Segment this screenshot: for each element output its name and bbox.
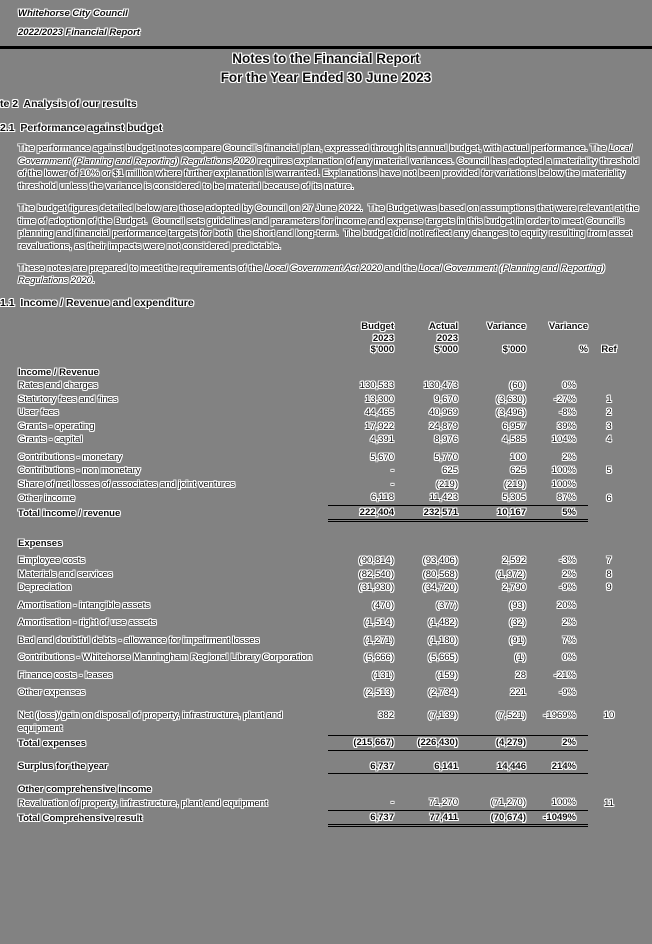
section-2-1-1-heading: 1.1 Income / Revenue and expenditure bbox=[0, 297, 194, 310]
ref-value: 10 bbox=[603, 709, 615, 721]
variance-pct-value bbox=[526, 774, 588, 797]
variance-value: (1,972) bbox=[495, 568, 526, 580]
table-row bbox=[18, 700, 630, 736]
row-label: Finance costs - leases bbox=[18, 669, 113, 681]
budget-value bbox=[328, 774, 394, 797]
budget-value: 6,118 bbox=[370, 492, 394, 504]
variance-pct-column-header: Variance bbox=[548, 321, 588, 333]
section-row bbox=[18, 774, 630, 797]
budget-value: (215,667) bbox=[328, 736, 394, 751]
table-row bbox=[18, 393, 630, 407]
row-label: Contributions - non monetary bbox=[18, 465, 141, 477]
actual-unit: $'000 bbox=[434, 344, 458, 356]
budget-value: (90,814) bbox=[358, 555, 394, 567]
table-row bbox=[18, 433, 630, 447]
table-row bbox=[18, 810, 630, 826]
actual-value: 11,423 bbox=[429, 492, 458, 504]
budget-value: 4,391 bbox=[370, 434, 394, 446]
actual-value: (7,139) bbox=[427, 709, 458, 721]
row-label: Net (loss)/gain on disposal of property, infrastructure, plant and equipment bbox=[18, 709, 283, 735]
variance-value: (32) bbox=[509, 617, 526, 629]
variance-pct-value: -1969% bbox=[543, 709, 576, 721]
ref-value: 7 bbox=[606, 555, 612, 567]
budget-value bbox=[328, 366, 394, 380]
budget-value: (31,930) bbox=[358, 582, 394, 594]
budget-value: 130,533 bbox=[359, 380, 394, 392]
ref-value bbox=[588, 612, 630, 630]
ref-value bbox=[588, 379, 630, 393]
ref-value bbox=[588, 505, 630, 521]
ref-value bbox=[588, 366, 630, 380]
table-row bbox=[18, 796, 630, 810]
row-label: User fees bbox=[18, 407, 59, 419]
actual-year: 2023 bbox=[436, 332, 458, 344]
table-row bbox=[18, 447, 630, 465]
header-spacer-row bbox=[18, 356, 630, 366]
variance-pct-value: -27% bbox=[553, 393, 576, 405]
row-label: Bad and doubtful debts - allowance for impairment losses bbox=[18, 634, 260, 646]
row-label: Other comprehensive income bbox=[18, 783, 152, 795]
row-label: Total income / revenue bbox=[18, 508, 121, 520]
ref-value bbox=[588, 736, 630, 751]
variance-value: 221 bbox=[510, 687, 526, 699]
paragraph-budget-figures: The budget figures detailed below are those adopted by Council on 27 June 2022. The Budget was based on assumptions that were relevant at the time of adoption of the Budget. Council sets guidelines and parameters for income and expense targets in this budget in order to meet Council's planning and financial performance targets for both the short and long-term. The budget did not reflect any changes to equity resulting from asset revaluations, as their impacts were not considered predictable. bbox=[18, 202, 642, 252]
row-label: Rates and charges bbox=[18, 380, 98, 392]
actual-value: 77,411 bbox=[394, 810, 458, 826]
note-2-heading: te 2 Analysis of our results bbox=[0, 98, 137, 110]
actual-value: 232,571 bbox=[394, 505, 458, 521]
table-row bbox=[18, 612, 630, 630]
variance-value: (3,630) bbox=[495, 393, 526, 405]
budget-value: 5,670 bbox=[370, 451, 394, 463]
budget-value: 17,922 bbox=[364, 420, 394, 432]
table-row bbox=[18, 464, 630, 478]
actual-value: 8,976 bbox=[434, 434, 458, 446]
variance-value: 10,167 bbox=[458, 505, 526, 521]
row-label: Depreciation bbox=[18, 582, 72, 594]
actual-value: 71,270 bbox=[394, 796, 458, 810]
header-row-years bbox=[18, 333, 630, 345]
variance-pct-value: 100% bbox=[551, 465, 576, 477]
budget-value: (131) bbox=[371, 669, 394, 681]
row-label: Materials and services bbox=[18, 568, 113, 580]
variance-value: (93) bbox=[509, 599, 526, 611]
ref-value bbox=[588, 665, 630, 683]
budget-value: 6,737 bbox=[328, 750, 394, 774]
ref-value bbox=[588, 521, 630, 551]
actual-value bbox=[394, 774, 458, 797]
row-label: Other expenses bbox=[18, 687, 86, 699]
ref-value: 8 bbox=[606, 568, 612, 580]
ref-value bbox=[588, 750, 630, 774]
ref-value: 1 bbox=[606, 393, 612, 405]
actual-value: (1,482) bbox=[427, 617, 458, 629]
table-row bbox=[18, 736, 630, 751]
table-row bbox=[18, 595, 630, 613]
variance-value: 5,305 bbox=[502, 492, 526, 504]
table-row bbox=[18, 420, 630, 434]
variance-value: 625 bbox=[510, 465, 526, 477]
row-label: Income / Revenue bbox=[18, 366, 99, 378]
actual-value: (34,720) bbox=[422, 582, 458, 594]
ref-value: 3 bbox=[606, 420, 612, 432]
ref-value bbox=[588, 774, 630, 797]
ref-value bbox=[588, 682, 630, 700]
variance-value: (219) bbox=[503, 478, 526, 490]
variance-value: (3,496) bbox=[495, 407, 526, 419]
actual-value: 24,879 bbox=[428, 420, 458, 432]
variance-pct-value: 87% bbox=[556, 492, 576, 504]
table-row bbox=[18, 406, 630, 420]
report-header bbox=[0, 0, 652, 38]
budget-unit: $'000 bbox=[370, 344, 394, 356]
ref-value: 5 bbox=[606, 465, 612, 477]
actual-value: 625 bbox=[442, 465, 458, 477]
table-row bbox=[18, 630, 630, 648]
table-row bbox=[18, 581, 630, 595]
pct-unit: % bbox=[579, 344, 588, 356]
label-column-header bbox=[18, 321, 328, 333]
variance-pct-value: 0% bbox=[562, 380, 576, 392]
variance-value: 14,446 bbox=[458, 750, 526, 774]
variance-pct-value: -3% bbox=[559, 555, 576, 567]
variance-value: (70,674) bbox=[458, 810, 526, 826]
ref-value bbox=[588, 810, 630, 826]
variance-pct-value: -9% bbox=[559, 687, 576, 699]
header-row-labels bbox=[18, 321, 630, 333]
variance-pct-value: 104% bbox=[551, 434, 576, 446]
variance-value: (1) bbox=[514, 652, 526, 664]
variance-unit: $'000 bbox=[502, 344, 526, 356]
ref-value: 2 bbox=[606, 407, 612, 419]
table-row bbox=[18, 750, 630, 774]
report-name: 2022/2023 Financial Report bbox=[18, 27, 140, 38]
actual-value: (159) bbox=[435, 669, 458, 681]
variance-value: (7,521) bbox=[495, 709, 526, 721]
budget-value: 382 bbox=[378, 709, 394, 721]
row-label: Statutory fees and fines bbox=[18, 393, 118, 405]
variance-pct-value: -8% bbox=[559, 407, 576, 419]
actual-value: (1,180) bbox=[427, 634, 458, 646]
variance-pct-value bbox=[526, 366, 588, 380]
table-row bbox=[18, 550, 630, 568]
budget-value: - bbox=[328, 796, 394, 810]
table-row bbox=[18, 505, 630, 521]
ref-value bbox=[588, 630, 630, 648]
variance-value: 4,585 bbox=[502, 434, 526, 446]
actual-value: 40,969 bbox=[428, 407, 458, 419]
variance-pct-value: -9% bbox=[559, 582, 576, 594]
actual-value: 9,670 bbox=[434, 393, 458, 405]
variance-pct-value bbox=[526, 521, 588, 551]
ref-column-header: Ref bbox=[601, 344, 617, 356]
actual-value: (5,665) bbox=[427, 652, 458, 664]
budget-value: (1,271) bbox=[363, 634, 394, 646]
variance-value: (91) bbox=[509, 634, 526, 646]
variance-value bbox=[458, 521, 526, 551]
variance-pct-value: 100% bbox=[551, 478, 576, 490]
page-title: Notes to the Financial Report bbox=[232, 51, 420, 66]
budget-value: 6,737 bbox=[328, 810, 394, 826]
actual-value bbox=[394, 521, 458, 551]
budget-value: 222,404 bbox=[328, 505, 394, 521]
row-label: Grants - capital bbox=[18, 434, 83, 446]
budget-value bbox=[328, 521, 394, 551]
budget-column-header: Budget bbox=[361, 321, 394, 333]
variance-pct-value: -21% bbox=[553, 669, 576, 681]
variance-pct-value: 2% bbox=[526, 736, 588, 751]
variance-value: 100 bbox=[510, 451, 526, 463]
variance-value: (4,279) bbox=[458, 736, 526, 751]
variance-pct-value: 2% bbox=[562, 617, 576, 629]
row-label: Total Comprehensive result bbox=[18, 813, 143, 825]
table-row bbox=[18, 682, 630, 700]
variance-value: 6,957 bbox=[502, 420, 526, 432]
budget-value: 44,465 bbox=[364, 407, 394, 419]
table-row bbox=[18, 647, 630, 665]
table-row bbox=[18, 568, 630, 582]
row-label: Expenses bbox=[18, 537, 63, 549]
variance-value: (60) bbox=[509, 380, 526, 392]
table-row bbox=[18, 665, 630, 683]
ref-column-header-spacer bbox=[588, 321, 630, 333]
row-label: Contributions - monetary bbox=[18, 451, 123, 463]
actual-value: (377) bbox=[435, 599, 458, 611]
ref-value bbox=[588, 447, 630, 465]
row-label: Contributions - Whitehorse Manningham Regional Library Corporation bbox=[18, 652, 313, 664]
variance-pct-value: 2% bbox=[562, 568, 576, 580]
actual-value: (93,406) bbox=[422, 555, 458, 567]
budget-year: 2023 bbox=[372, 332, 394, 344]
paragraph-performance-against-budget: The performance against budget notes compare Council's financial plan, expressed through its annual budget, with actual performance. The Local Government (Planning and Reporting) Regulations 2020 requires explanation of any material variances. Council has adopted a materiality threshold of the lower of 10% or $1 million where further explanation is warranted. Explanations have not been provided for variations below the materiality threshold unless the variance is considered to be material because of its nature. bbox=[18, 143, 642, 193]
variance-pct-value: 214% bbox=[526, 750, 588, 774]
actual-value: (226,430) bbox=[394, 736, 458, 751]
budget-value: (470) bbox=[371, 599, 394, 611]
budget-comparison-table bbox=[18, 321, 630, 827]
row-label: Grants - operating bbox=[18, 420, 95, 432]
variance-pct-value: 5% bbox=[526, 505, 588, 521]
row-label: Employee costs bbox=[18, 555, 86, 567]
table-row bbox=[18, 478, 630, 492]
variance-value: 2,592 bbox=[502, 555, 526, 567]
budget-value: (1,514) bbox=[363, 617, 394, 629]
variance-pct-value: 20% bbox=[556, 599, 576, 611]
actual-value: 130,473 bbox=[423, 380, 458, 392]
budget-value: (2,513) bbox=[363, 687, 394, 699]
section-row bbox=[18, 366, 630, 380]
section-2-1-heading: 2.1 Performance against budget bbox=[0, 122, 163, 134]
variance-pct-value: 0% bbox=[562, 652, 576, 664]
actual-value: (80,568) bbox=[422, 568, 458, 580]
row-label: Amortisation - right of use assets bbox=[18, 617, 157, 629]
variance-pct-value: 2% bbox=[562, 451, 576, 463]
table-row bbox=[18, 491, 630, 505]
ref-value: 11 bbox=[604, 797, 614, 809]
paragraph-requirements: These notes are prepared to meet the requirements of the Local Government Act 2020 and the Local Government (Planning and Reporting) Regulations 2020. bbox=[18, 262, 608, 287]
variance-pct-value: -1049% bbox=[526, 810, 588, 826]
table-header bbox=[18, 321, 630, 366]
row-label: Surplus for the year bbox=[18, 761, 108, 773]
variance-value: 2,790 bbox=[502, 582, 526, 594]
row-label: Revaluation of property, infrastructure, plant and equipment bbox=[18, 797, 268, 809]
budget-value: - bbox=[390, 465, 394, 477]
actual-column-header: Actual bbox=[428, 321, 458, 333]
variance-pct-value: 39% bbox=[556, 420, 576, 432]
header-divider bbox=[0, 46, 652, 49]
ref-value bbox=[588, 478, 630, 492]
ref-value: 4 bbox=[606, 434, 612, 446]
row-label: Amortisation - intangible assets bbox=[18, 599, 151, 611]
ref-value bbox=[588, 647, 630, 665]
section-row bbox=[18, 521, 630, 551]
variance-pct-value: 7% bbox=[562, 634, 576, 646]
budget-value: (82,540) bbox=[358, 568, 394, 580]
variance-value: 28 bbox=[515, 669, 526, 681]
table-row bbox=[18, 379, 630, 393]
variance-column-header: Variance bbox=[486, 321, 526, 333]
actual-value: 6,141 bbox=[394, 750, 458, 774]
header-row-units bbox=[18, 344, 630, 356]
budget-value: 13,300 bbox=[364, 393, 394, 405]
row-label: Total expenses bbox=[18, 737, 86, 749]
ref-value bbox=[588, 595, 630, 613]
variance-value bbox=[458, 366, 526, 380]
actual-value: (2,734) bbox=[427, 687, 458, 699]
row-label: Other income bbox=[18, 492, 76, 504]
actual-value bbox=[394, 366, 458, 380]
budget-value: - bbox=[390, 478, 394, 490]
ref-value: 6 bbox=[606, 492, 612, 504]
org-name: Whitehorse City Council bbox=[18, 8, 128, 19]
variance-value: (71,270) bbox=[458, 796, 526, 810]
actual-value: 5,770 bbox=[434, 451, 458, 463]
actual-value: (219) bbox=[435, 478, 458, 490]
budget-value: (5,666) bbox=[363, 652, 394, 664]
variance-pct-value: 100% bbox=[526, 796, 588, 810]
row-label: Share of net losses of associates and joint ventures bbox=[18, 478, 236, 490]
page-subtitle: For the Year Ended 30 June 2023 bbox=[220, 69, 432, 85]
table-body bbox=[18, 366, 630, 826]
variance-value bbox=[458, 774, 526, 797]
ref-value: 9 bbox=[606, 582, 612, 594]
